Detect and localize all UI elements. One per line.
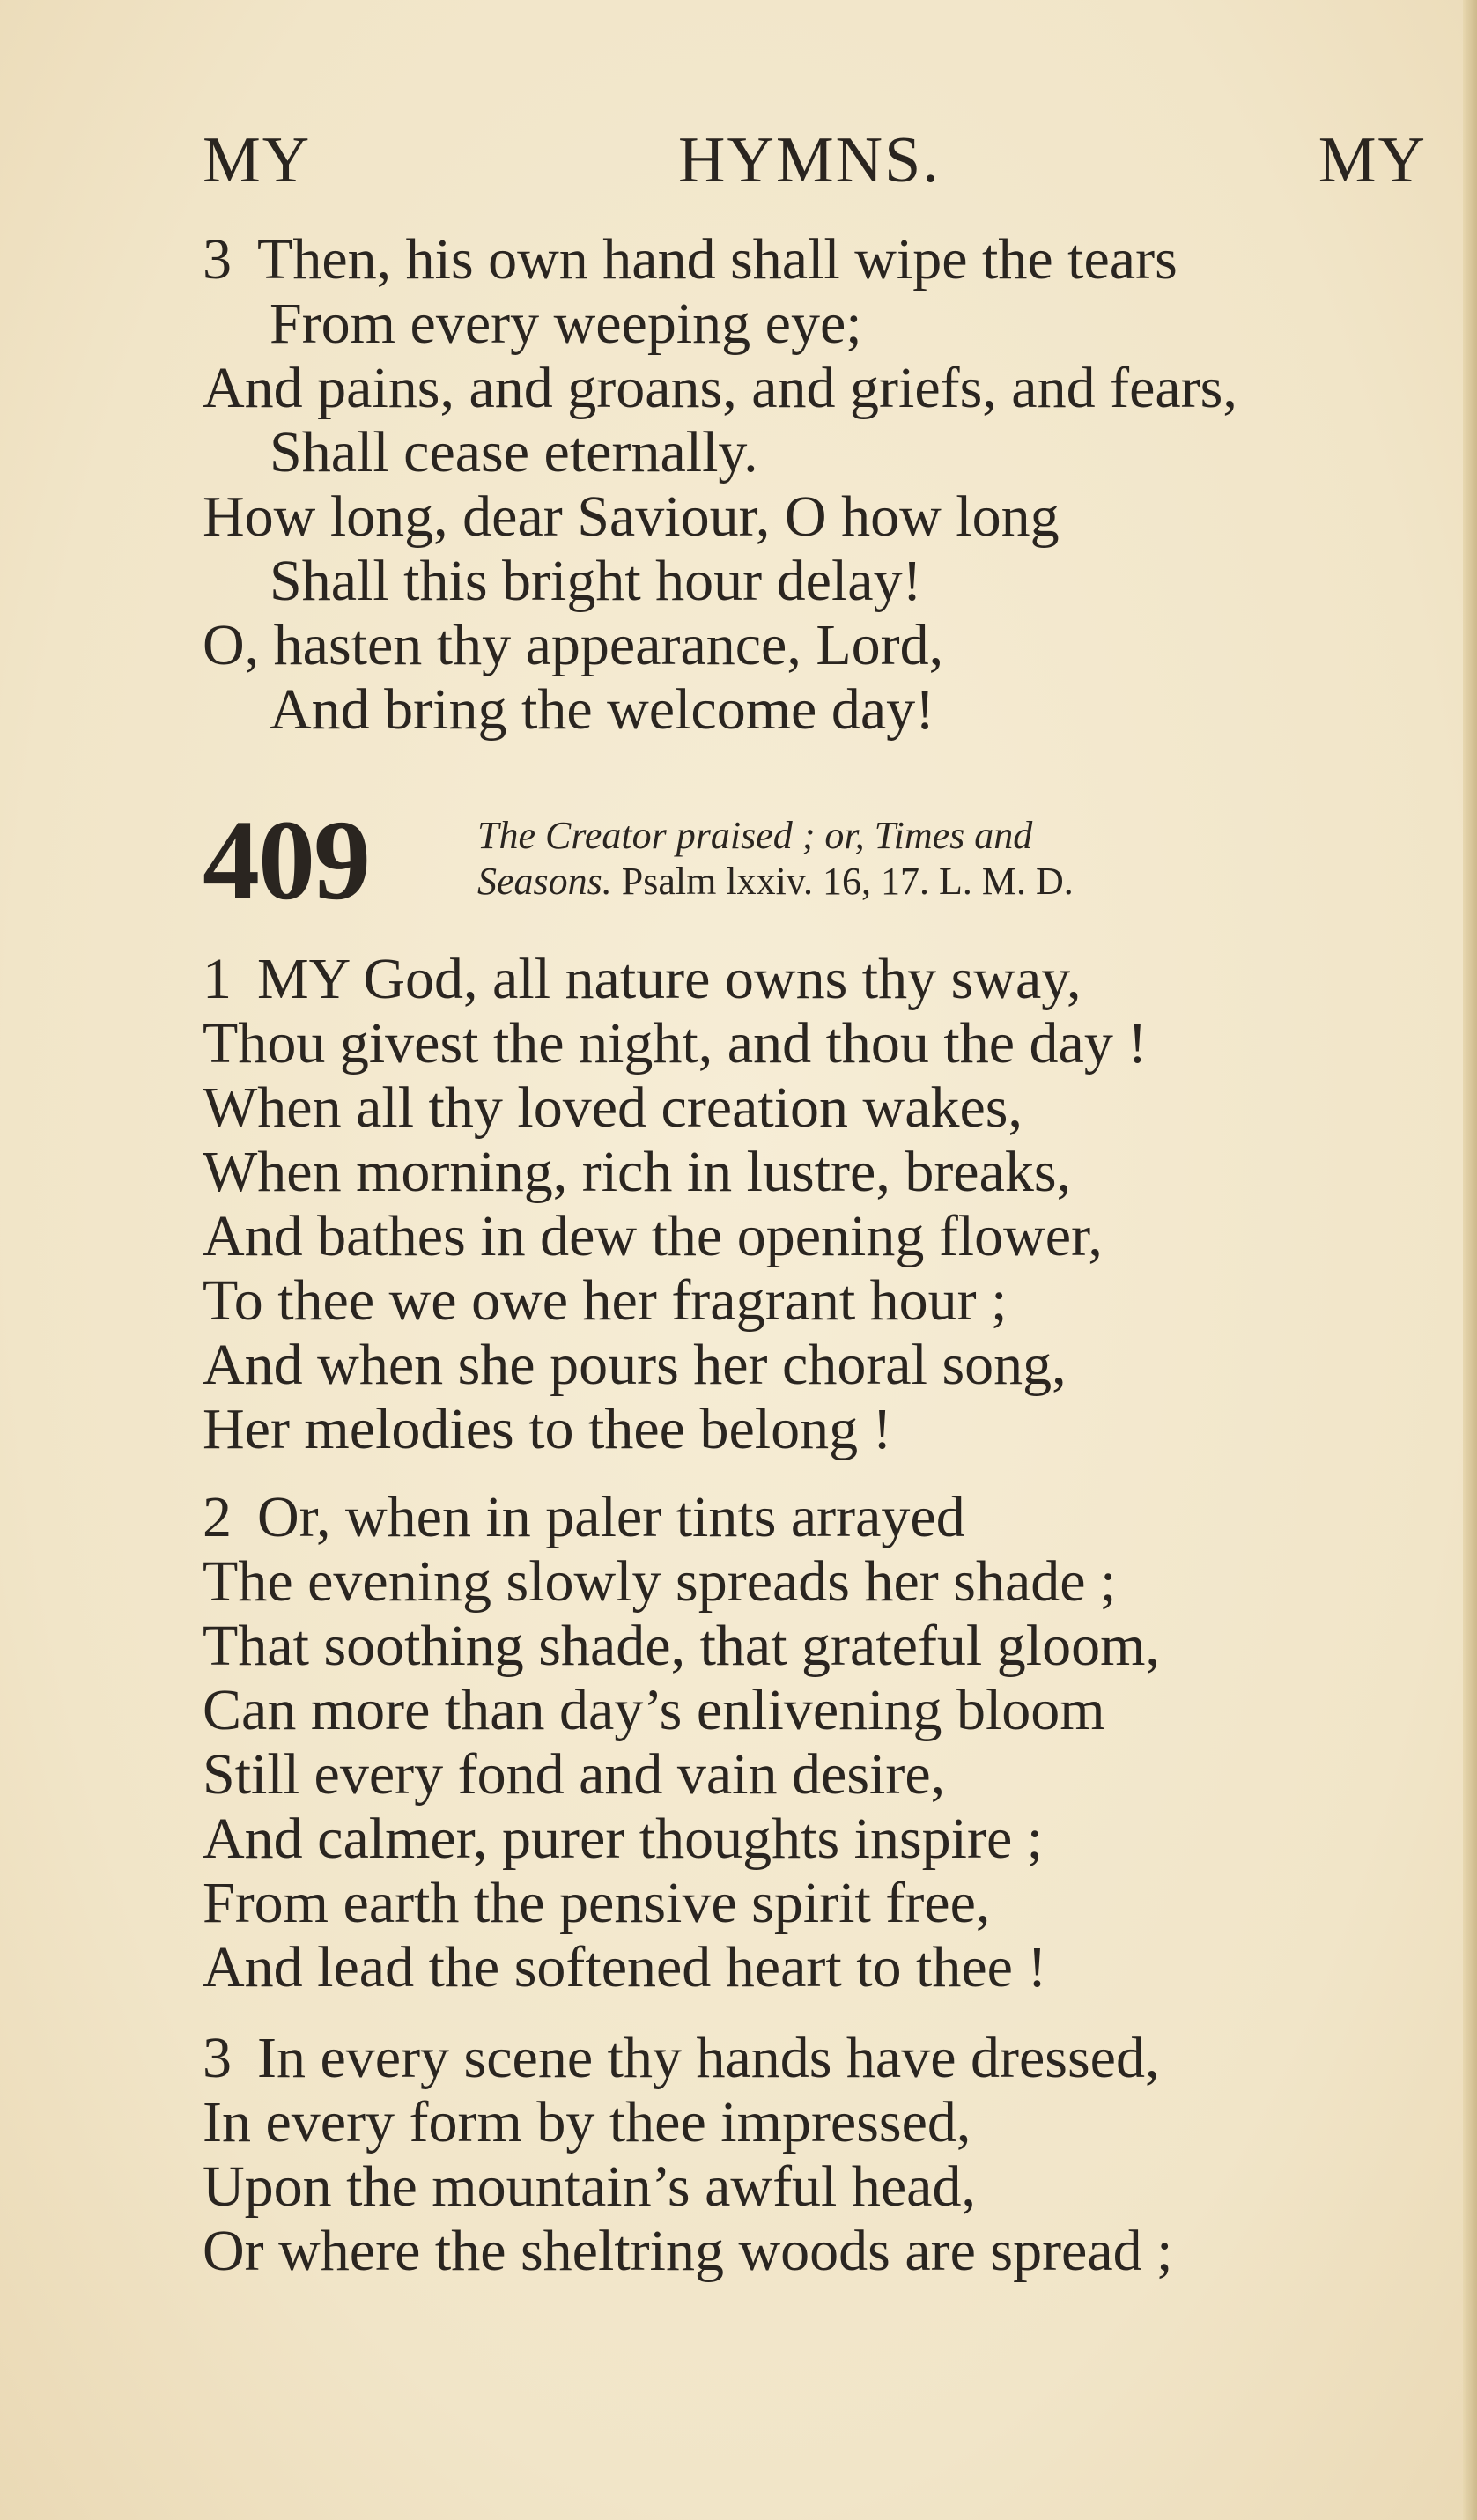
- verse-line: Can more than day’s enlivening bloom: [203, 1678, 1105, 1742]
- verse-line: Thou givest the night, and thou the day !: [203, 1011, 1148, 1075]
- verse-line: Her melodies to thee belong !: [203, 1397, 892, 1461]
- hymn-heading: [203, 797, 1436, 924]
- header-right-catchword: MY: [1318, 124, 1427, 196]
- hymn-title: The Creator praised ; or, Times and: [477, 814, 1033, 857]
- verse-line: Upon the mountain’s awful head,: [203, 2154, 976, 2219]
- verse-line: To thee we owe her fragrant hour ;: [203, 1268, 1008, 1333]
- header-left-catchword: MY: [203, 124, 312, 196]
- stanza-number: 3: [203, 2026, 232, 2090]
- verse-line: O, hasten thy appearance, Lord,: [203, 613, 944, 677]
- scripture-reference: Psalm lxxiv. 16, 17.: [621, 860, 929, 903]
- verse-line: How long, dear Saviour, O how long: [203, 484, 1060, 549]
- verse-line: Or where the sheltring woods are spread ;: [203, 2219, 1173, 2283]
- stanza-1: [203, 947, 1436, 1461]
- verse-line: Shall this bright hour delay!: [270, 549, 922, 613]
- verse-line: And pains, and groans, and griefs, and fears,: [203, 356, 1237, 420]
- verse-line: From every weeping eye;: [270, 292, 862, 356]
- stanza-number: 1: [203, 947, 232, 1011]
- running-header: [203, 123, 1427, 194]
- verse-line: From earth the pensive spirit free,: [203, 1871, 991, 1935]
- stanza-number: 3: [203, 227, 232, 292]
- verse-line: Shall cease eternally.: [270, 420, 758, 484]
- verse-line: And bathes in dew the opening flower,: [203, 1204, 1103, 1268]
- verse-line: Still every fond and vain desire,: [203, 1742, 946, 1807]
- verse-line: In every form by thee impressed,: [203, 2090, 971, 2154]
- verse-line: That soothing shade, that grateful gloom,: [203, 1614, 1160, 1678]
- verse-line: 3 Then, his own hand shall wipe the tears: [203, 227, 1178, 292]
- header-title: HYMNS.: [678, 124, 941, 196]
- hymn-subtitle: [477, 860, 1074, 904]
- verse-line: 2 Or, when in paler tints arrayed: [203, 1485, 965, 1549]
- page-edge: [1463, 0, 1477, 2520]
- hymn-subtitle-italic: Seasons.: [477, 860, 612, 903]
- verse-line: And when she pours her choral song,: [203, 1333, 1067, 1397]
- stanza-3: [203, 2026, 1436, 2283]
- verse-line: 1 MY God, all nature owns thy sway,: [203, 947, 1082, 1011]
- stanza-number: 2: [203, 1485, 232, 1549]
- verse-line: And bring the welcome day!: [270, 677, 935, 742]
- verse-line: And calmer, purer thoughts inspire ;: [203, 1807, 1044, 1871]
- verse-line: When all thy loved creation wakes,: [203, 1075, 1023, 1140]
- hymn-meter: L. M. D.: [938, 860, 1074, 903]
- verse-line: And lead the softened heart to thee !: [203, 1935, 1047, 1999]
- previous-hymn-stanza: [203, 227, 1436, 742]
- verse-line: The evening slowly spreads her shade ;: [203, 1549, 1117, 1614]
- hymn-number: 409: [203, 797, 369, 924]
- stanza-2: [203, 1485, 1436, 1999]
- verse-line: 3 In every scene thy hands have dressed,: [203, 2026, 1160, 2090]
- verse-line: When morning, rich in lustre, breaks,: [203, 1140, 1072, 1204]
